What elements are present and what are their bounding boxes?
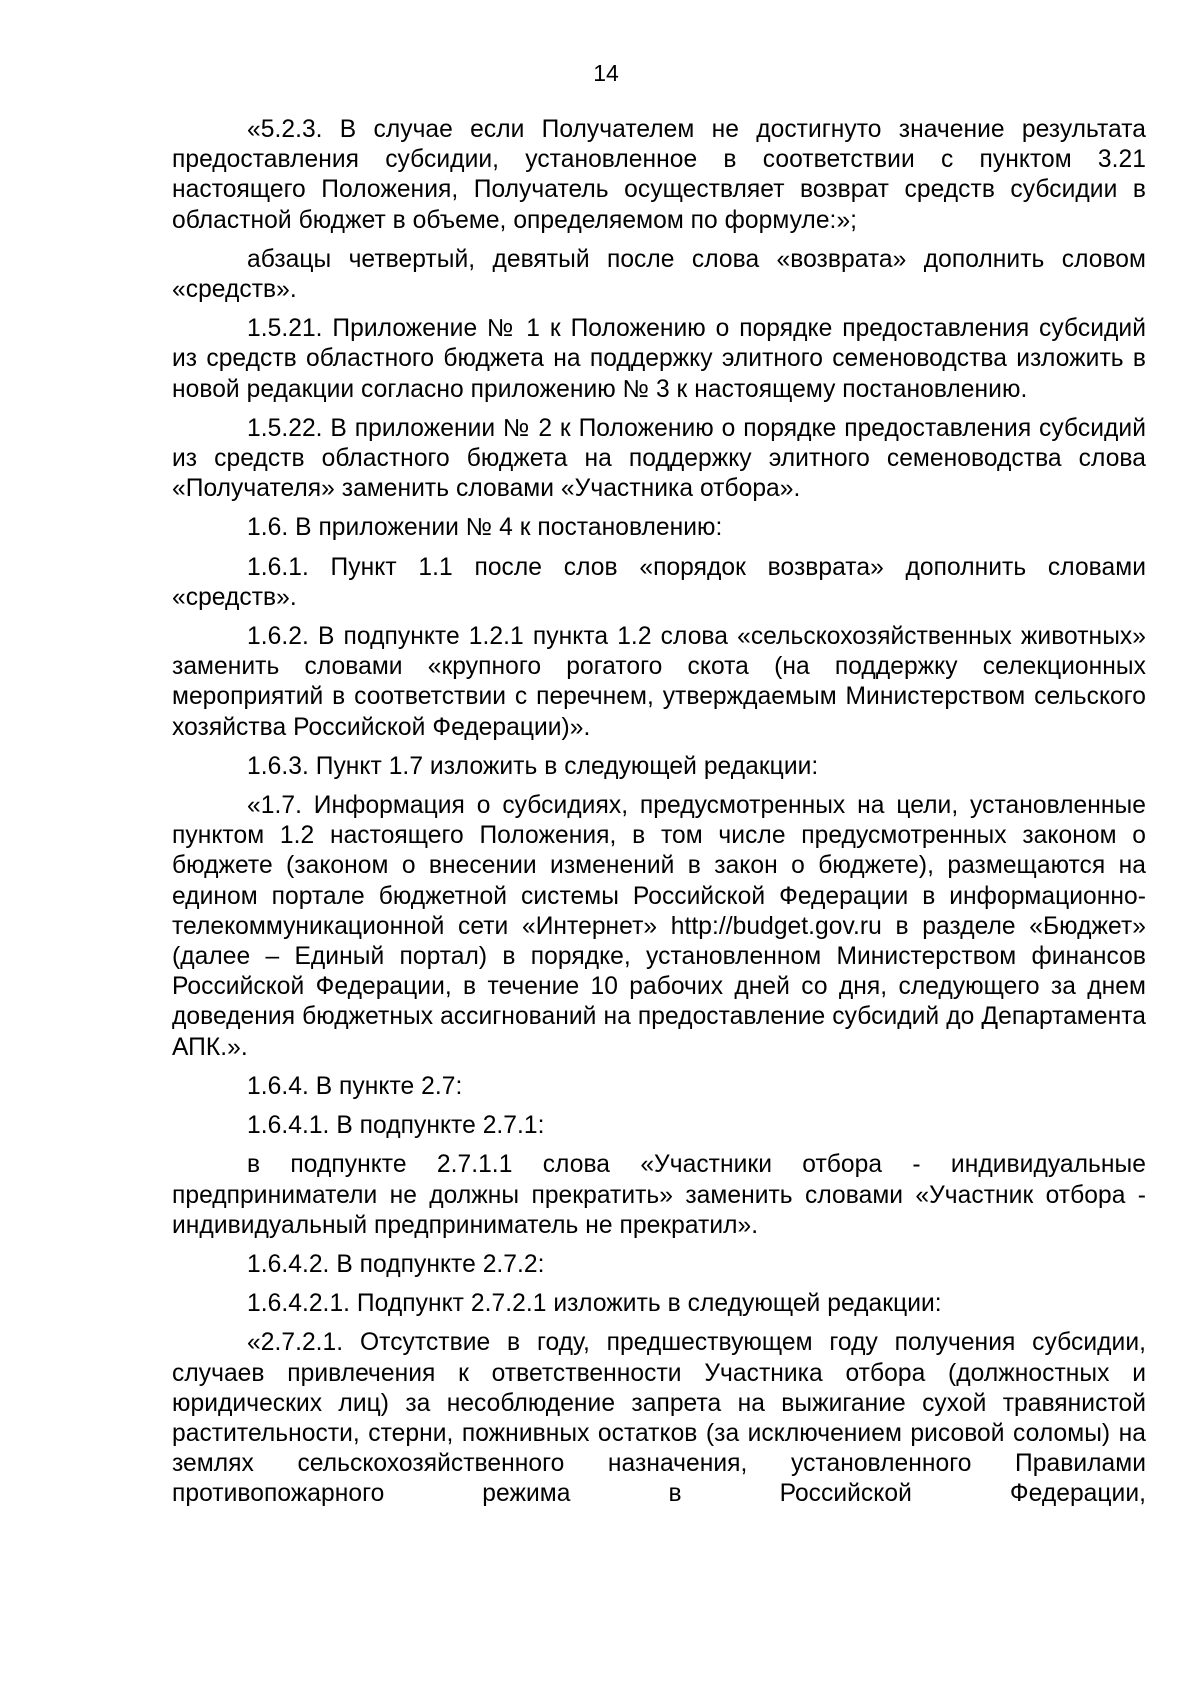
page-number: 14 (593, 60, 619, 86)
paragraph-1-6-4-2-1: 1.6.4.2.1. Подпункт 2.7.2.1 изложить в следующей редакции: (247, 1290, 942, 1318)
paragraph-1-6-4: 1.6.4. В пункте 2.7: (247, 1072, 463, 1100)
paragraph-1-5-22: 1.5.22. В приложении № 2 к Положению о порядке предоставления субсидий из средств областного бюджета на поддержку элитного семеноводства слова «Получателя» заменить словами «Участника отбора». (172, 414, 1146, 503)
paragraph-1-6-4-2: 1.6.4.2. В подпункте 2.7.2: (247, 1250, 545, 1278)
paragraph-1-6-4-1: 1.6.4.1. В подпункте 2.7.1: (247, 1112, 545, 1140)
paragraph-1-6: 1.6. В приложении № 4 к постановлению: (247, 514, 723, 542)
paragraph-2-7-1-1: в подпункте 2.7.1.1 слова «Участники отбора - индивидуальные предприниматели не должны прекратить» заменить словами «Участник отбора - индивидуальный предприниматель не прекратил». (172, 1151, 1146, 1239)
paragraph-abzacy: абзацы четвертый, девятый после слова «возврата» дополнить словом «средств». (172, 245, 1146, 304)
paragraph-1-6-2: 1.6.2. В подпункте 1.2.1 пункта 1.2 слова «сельскохозяйственных животных» заменить словами «крупного рогатого скота (на поддержку селекционных мероприятий в соответствии с перечнем, утверждаемым Министерством сельского хозяйства Российской Федерации)». (172, 623, 1146, 741)
paragraph-1-6-1: 1.6.1. Пункт 1.1 после слов «порядок возврата» дополнить словами «средств». (172, 553, 1146, 611)
paragraph-5-2-3: «5.2.3. В случае если Получателем не достигнуто значение результата предоставления субсидии, установленное в соответствии с пунктом 3.21 настоящего Положения, Получатель осуществляет возврат средств субсидии в областной бюджет в объеме, определяемом по формуле:»; (172, 116, 1146, 234)
paragraph-1-7-quote: «1.7. Информация о субсидиях, предусмотренных на цели, установленные пунктом 1.2 настоящего Положения, в том числе предусмотренных законом о бюджете (законом о внесении изменений в закон о бюджете), размещаются на едином портале бюджетной системы Российской Федерации в информационно-телекоммуникационной сети «Интернет» http://budget.gov.ru в разделе «Бюджет» (далее – Единый портал) в порядке, установленном Министерством финансов Российской Федерации, в течение 10 рабочих дней со дня, следующего за днем доведения бюджетных ассигнований на предоставление субсидий до Департамента АПК.». (172, 792, 1146, 1061)
paragraph-2-7-2-1-quote: «2.7.2.1. Отсутствие в году, предшествующем году получения субсидии, случаев привлечения к ответственности Участника отбора (должностных и юридических лиц) за несоблюдение запрета на выжигание сухой травянистой растительности, стерни, пожнивных остатков (за исключением рисовой соломы) на землях сельскохозяйственного назначения, установленного Правилами противопожарного режима в Российской Федерации, (172, 1329, 1146, 1508)
document-body (172, 115, 1146, 1510)
paragraph-1-5-21: 1.5.21. Приложение № 1 к Положению о порядке предоставления субсидий из средств областного бюджета на поддержку элитного семеноводства изложить в новой редакции согласно приложению № 3 к настоящему постановлению. (172, 315, 1146, 403)
paragraph-1-6-3: 1.6.3. Пункт 1.7 изложить в следующей редакции: (247, 752, 819, 780)
